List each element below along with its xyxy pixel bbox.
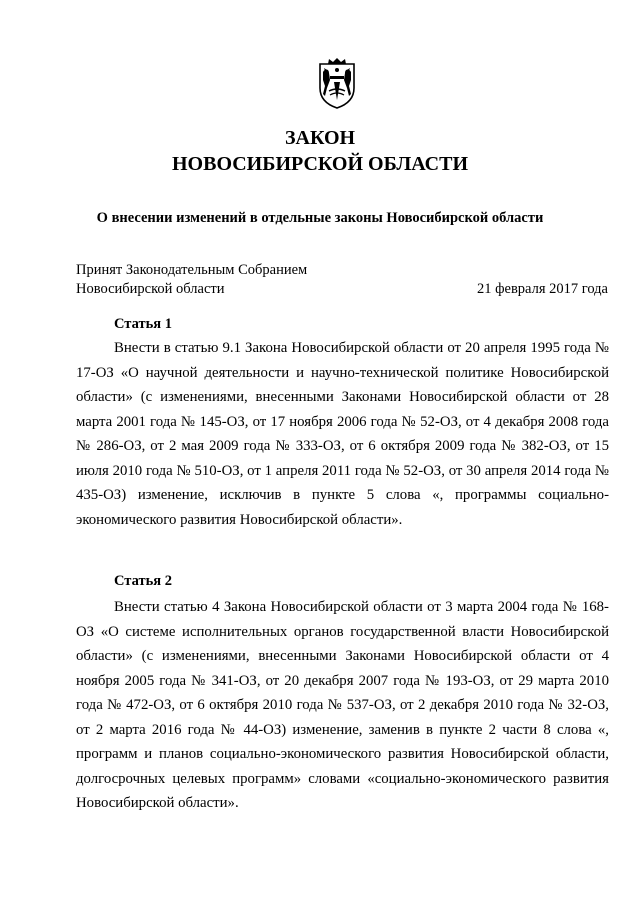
article-1-heading: Статья 1	[114, 316, 172, 332]
article-1-text: Внести в статью 9.1 Закона Новосибирской области от 20 апреля 1995 года № 17-ОЗ «О научной деятельности и научно-технической политике Новосибирской области» (с изменениями, внесенными Законами Новосибирской области от 28 марта 2001 года № 145-ОЗ, от 17 ноября 2006 года № 52-ОЗ, от 4 декабря 2008 года № 286-ОЗ, от 2 мая 2009 года № 333-ОЗ, от 6 октября 2009 года № 382-ОЗ, от 15 июля 2010 года № 510-ОЗ, от 1 апреля 2011 года № 52-ОЗ, от 30 апреля 2014 года № 435-ОЗ) изменение, исключив в пункте 5 слова «, программы социально-экономического развития Новосибирской области».	[76, 340, 609, 528]
adoption-line-2: Новосибирской области	[76, 281, 225, 297]
law-title: ЗАКОН	[284, 127, 356, 149]
adoption-authority	[76, 261, 307, 299]
coat-of-arms-icon	[316, 58, 358, 110]
article-2-text: Внести статью 4 Закона Новосибирской области от 3 марта 2004 года № 168-ОЗ «О системе исполнительных органов государственной власти Новосибирской области» (с изменениями, внесенными Законами Новосибирской области от 4 ноября 2005 года № 341-ОЗ, от 20 декабря 2007 года № 193-ОЗ, от 29 марта 2010 года № 472-ОЗ, от 6 октября 2010 года № 537-ОЗ, от 2 декабря 2010 года № 32-ОЗ, от 2 марта 2016 года № 44-ОЗ) изменение, заменив в пункте 2 части 8 слова «, программ и планов социально-экономического развития Новосибирской области, долгосрочных целевых программ» словами «социально-экономического развития Новосибирской области».	[76, 599, 609, 811]
article-2-heading: Статья 2	[114, 573, 172, 589]
adoption-line-1: Принят Законодательным Собранием	[76, 262, 308, 278]
adoption-date: 21 февраля 2017 года	[476, 281, 608, 297]
law-region-title: НОВОСИБИРСКОЙ ОБЛАСТИ	[171, 153, 469, 175]
law-subject: О внесении изменений в отдельные законы Новосибирской области	[96, 210, 544, 226]
